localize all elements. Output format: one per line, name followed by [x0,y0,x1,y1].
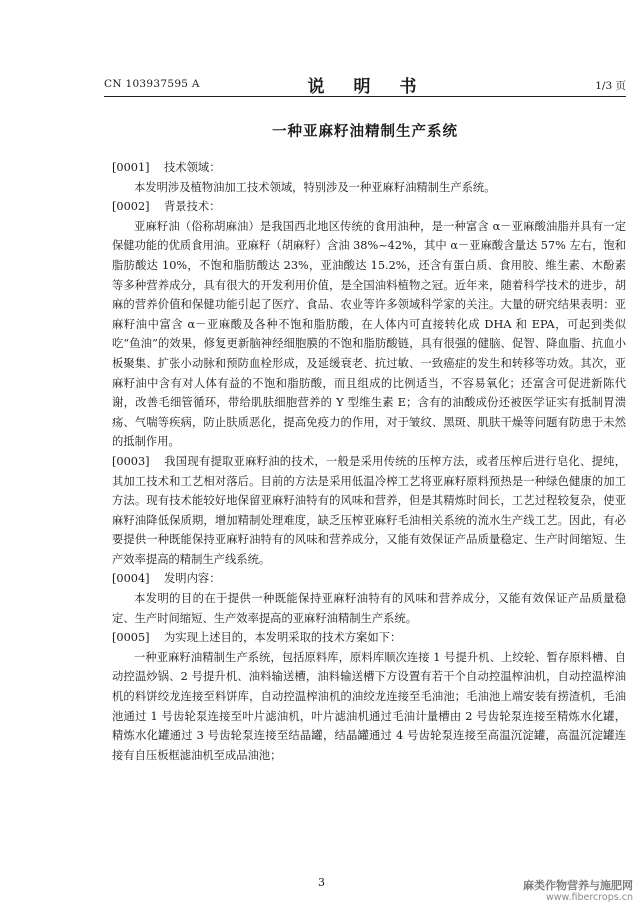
header-rule [104,96,626,97]
paragraph: 亚麻籽油（俗称胡麻油）是我国西北地区传统的食用油种，是一种富含 α－亚麻酸油脂并具有一定保健功能的优质食用油。亚麻籽（胡麻籽）含油 38%~42%，其中 α－亚麻酸含量达 57% 左右，饱和脂肪酸达 10%，不饱和脂肪酸达 23%，亚油酸达 15.2%，还含有蛋白质、食用胶、维生素、木酚素等多种营养成分，具有很大的开发利用价值，是全国油料植物之冠。近年来，随着科学技术的进步，胡麻的营养价值和保健功能引起了医疗、食品、农业等许多领域科学家的关注。大量的研究结果表明：亚麻籽油中富含 α－亚麻酸及各种不饱和脂肪酸，在人体内可直接转化成 DHA 和 EPA，可起到类似吃“鱼油”的效果，修复更新脑神经细胞膜的不饱和脂肪酸链，具有很强的健脑、促智、降血脂、抗血小板聚集、扩张小动脉和预防血栓形成，及延缓衰老、抗过敏、一致癌症的发生和转移等功效。其次，亚麻籽油中含有对人体有益的不饱和脂肪酸，而且组成的比例适当，不容易氧化；还富含可促进新陈代谢，改善毛细管循环，带给肌肤细胞营养的 Y 型维生素 E；含有的油酸成份还被医学证实有抵制胃溃疡、气喘等疾病，防止肤质恶化，提高免疫力的作用，对于皱纹、黑斑、肌肤干燥等问题有防患于未然的抵制作用。 [112,219,626,449]
paragraph-number: [0003] [112,454,150,468]
paragraph: 本发明的目的在于提供一种既能保持亚麻籽油特有的风味和营养成分，又能有效保证产品质量稳定、生产时间缩短、生产效率提高的亚麻籽油精制生产系统。 [112,592,626,625]
paragraph-number: [0001] [112,161,150,174]
paragraph-number: [0005] [112,631,150,645]
section-heading-0001 [112,158,626,178]
page-number: 3 [318,876,325,889]
paragraph: 本发明涉及植物油加工技术领域，特别涉及一种亚麻籽油精制生产系统。 [134,180,496,194]
section-heading-text: 发明内容： [164,572,221,586]
paragraph-0005 [112,628,626,648]
section-heading-0002 [112,197,626,217]
paragraph-number: [0004] [112,572,150,586]
section-heading-text: 技术领域： [164,161,221,174]
page-header [104,72,626,98]
watermark [523,880,633,904]
watermark-site-name: 麻类作物营养与施肥网 [523,879,633,892]
document-title: 一种亚麻籽油精制生产系统 [272,123,458,140]
paragraph-number: [0002] [112,200,150,214]
paragraph-text: 我国现有提取亚麻籽油的技术，一般是采用传统的压榨方法，或者压榨后进行皂化、提纯，其加工技术和工艺相对落后。目前的方法是采用低温冷榨工艺将亚麻籽原料预热是一种绿色健康的加工方法。现有技术能较好地保留亚麻籽油特有的风味和营养，但是其精炼时间长，工艺过程较复杂，使亚麻籽油降低保质期，增加精制处理难度，缺乏压榨亚麻籽毛油相关系统的流水生产线工艺。因此，有必要提供一种既能保持亚麻籽油特有的风味和营养成分，又能有效保证产品质量稳定、生产时间缩短、生产效率提高的精制生产线系统。 [112,454,626,566]
section-heading-text: 背景技术： [164,200,221,214]
header-title: 说 明 书 [307,77,423,97]
section-heading-0004 [112,569,626,589]
paragraph: 一种亚麻籽油精制生产系统，包括原料库，原料库顺次连接 1 号提升机、上绞轮、暂存原料槽、自动控温炒锅、2 号提升机、油料输送槽，油料输送槽下方设置有若干个自动控温榨油机，自动控温榨油机的料饼绞龙连接至料饼库，自动控温榨油机的油绞龙连接至毛油池；毛油池上端安装有捞渣机，毛油池通过 1 号齿轮泵连接至叶片滤油机，叶片滤油机通过毛油计量槽由 2 号齿轮泵连接至精炼水化罐，精炼水化罐通过 3 号齿轮泵连接至结晶罐，结晶罐通过 4 号齿轮泵连接至高温沉淀罐，高温沉淀罐连接有自压板框滤油机至成品油池； [112,650,626,762]
watermark-url: www.fibercrops.cn [546,892,633,903]
patent-number: CN 103937595 A [104,78,200,90]
page-indicator: 1/3 页 [595,80,626,92]
paragraph-text: 为实现上述目的，本发明采取的技术方案如下： [164,631,402,645]
document-body [112,158,626,765]
paragraph-0003 [112,452,626,570]
